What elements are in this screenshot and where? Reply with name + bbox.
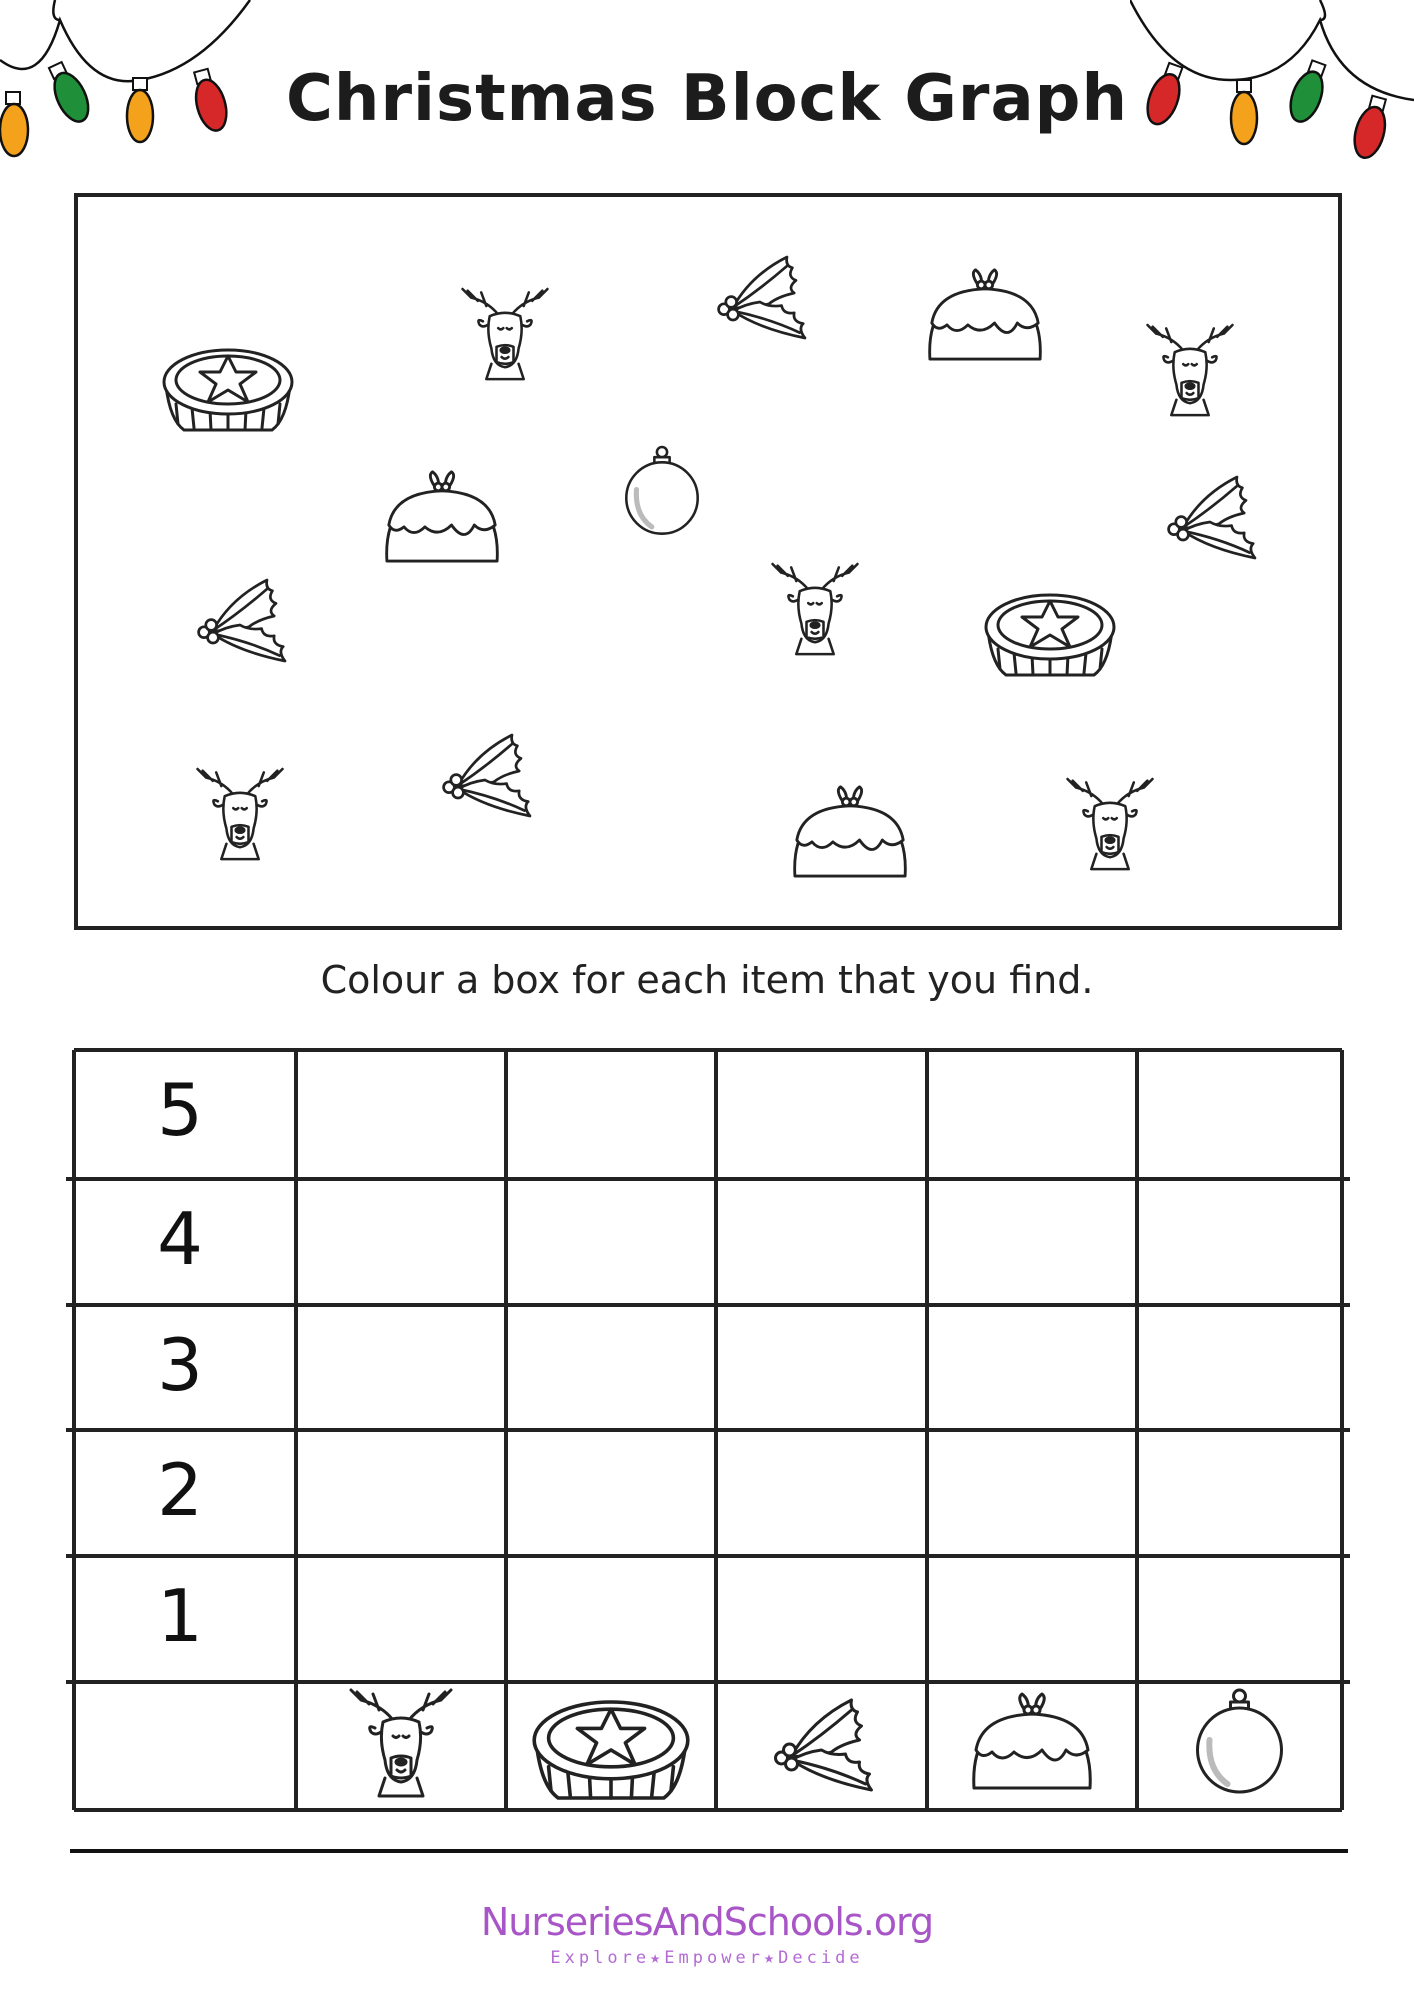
reindeer-icon (351, 1690, 451, 1796)
instruction-text: Colour a box for each item that you find. (320, 958, 1094, 1002)
mince-pie-icon (534, 1702, 688, 1798)
bauble-icon (1198, 1690, 1282, 1792)
brand-tagline: Explore★Empower★Decide (550, 1948, 864, 1968)
brand-logo-text: NurseriesAndSchools.org (480, 1900, 934, 1944)
christmas-pudding-icon (974, 1694, 1090, 1788)
footer-divider (70, 1849, 1348, 1853)
y-axis-label: 1 (157, 1574, 203, 1658)
y-axis-label: 2 (157, 1448, 203, 1532)
holly-icon (776, 1700, 872, 1790)
y-axis-label: 3 (157, 1323, 203, 1407)
y-axis-label: 4 (157, 1197, 203, 1281)
y-axis-label: 5 (157, 1068, 203, 1152)
page-title: Christmas Block Graph (285, 62, 1129, 136)
